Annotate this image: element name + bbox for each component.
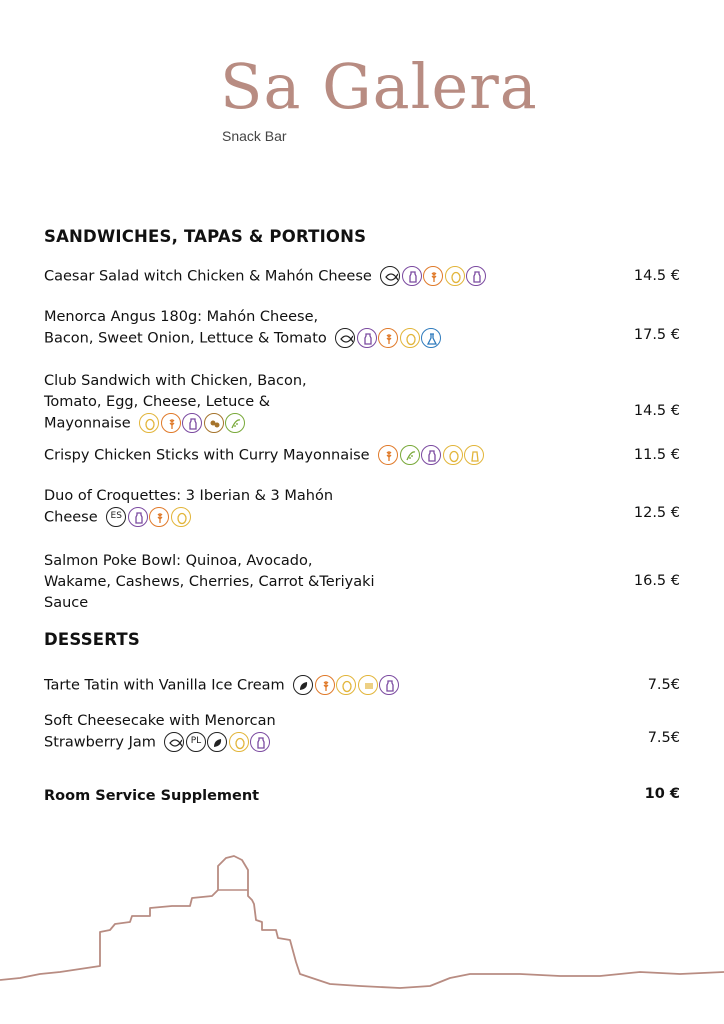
milk-allergen-icon [357,328,377,348]
item-name-line: Crispy Chicken Sticks with Curry Mayonnaise [44,447,370,464]
item-name-line: Cheese [44,509,98,526]
brand-subtitle: Snack Bar [222,128,287,144]
item-price: 7.5€ [647,677,680,693]
menu-item [44,486,684,529]
allergen-icons [139,413,247,434]
milk-allergen-icon [402,266,422,286]
allergen-icons [164,732,272,753]
town-skyline-illustration [0,850,724,1024]
item-name [44,675,684,697]
egg-allergen-icon [336,675,356,695]
item-name-line: Sauce [44,595,89,611]
item-name [44,711,684,754]
section-title-desserts: DESSERTS [44,630,140,649]
item-name-line: Club Sandwich with Chicken, Bacon, [44,373,307,389]
celery-allergen-icon [400,445,420,465]
egg-allergen-icon [445,266,465,286]
menu-item [44,445,684,467]
item-name [44,307,684,350]
menu-item [44,371,684,435]
supplement-price: 10 € [644,786,680,802]
menu-item [44,307,684,350]
item-name [44,486,684,529]
menu-item [44,266,684,288]
menu-item [44,711,684,754]
egg-allergen-icon [443,445,463,465]
pl-allergen-icon: PL [186,732,206,752]
item-name [44,266,684,288]
fish-allergen-icon [380,266,400,286]
gluten-allergen-icon [315,675,335,695]
item-name-line: Tarte Tatin with Vanilla Ice Cream [44,677,285,694]
item-name-line: Tomato, Egg, Cheese, Letuce & [44,394,271,410]
gluten-allergen-icon [378,328,398,348]
menu-item [44,551,684,614]
milk-allergen-icon [128,507,148,527]
sulphites-allergen-icon [421,328,441,348]
milk-allergen-icon [379,675,399,695]
item-name [44,551,684,614]
gluten-allergen-icon [423,266,443,286]
allergen-icons [335,328,443,349]
soy-allergen-icon [293,675,313,695]
nuts-allergen-icon [204,413,224,433]
allergen-icons [378,445,486,466]
milk-allergen-icon [466,266,486,286]
soy-allergen-icon [207,732,227,752]
brand-name: Sa Galera [220,50,538,123]
item-name-line: Bacon, Sweet Onion, Lettuce & Tomato [44,330,327,347]
section-title-sandwiches: SANDWICHES, TAPAS & PORTIONS [44,227,367,246]
egg-allergen-icon [139,413,159,433]
gluten-allergen-icon [149,507,169,527]
egg-allergen-icon [400,328,420,348]
allergen-icons [380,266,488,287]
item-name-line: Soft Cheesecake with Menorcan [44,713,276,729]
item-price: 7.5€ [647,730,680,746]
milk-allergen-icon [182,413,202,433]
es-allergen-icon: ES [106,507,126,527]
lupin-allergen-icon [358,675,378,695]
item-name-line: Duo of Croquettes: 3 Iberian & 3 Mahón [44,488,334,504]
item-name-line: Wakame, Cashews, Cherries, Carrot &Teriyaki [44,574,375,590]
item-price: 14.5 € [633,403,680,419]
item-name-line: Strawberry Jam [44,734,156,751]
milk-allergen-icon [421,445,441,465]
gluten-allergen-icon [378,445,398,465]
item-price: 14.5 € [633,268,680,284]
item-name-line: Menorca Angus 180g: Mahón Cheese, [44,309,319,325]
item-name [44,371,684,435]
item-price: 12.5 € [633,505,680,521]
item-name-line: Caesar Salad witch Chicken & Mahón Cheese [44,268,372,285]
brand-logo [218,50,538,150]
celery-allergen-icon [225,413,245,433]
item-name-line: Mayonnaise [44,415,131,432]
supplement-label: Room Service Supplement [44,788,260,804]
item-price: 17.5 € [633,327,680,343]
fish-allergen-icon [164,732,184,752]
mustard-allergen-icon [464,445,484,465]
allergen-icons [106,507,192,528]
item-price: 11.5 € [633,447,680,463]
item-name [44,445,684,467]
item-name-line: Salmon Poke Bowl: Quinoa, Avocado, [44,553,313,569]
fish-allergen-icon [335,328,355,348]
milk-allergen-icon [250,732,270,752]
allergen-icons [293,675,401,696]
menu-item [44,675,684,697]
item-price: 16.5 € [633,573,680,589]
egg-allergen-icon [229,732,249,752]
supplement-row [44,785,684,807]
gluten-allergen-icon [161,413,181,433]
egg-allergen-icon [171,507,191,527]
